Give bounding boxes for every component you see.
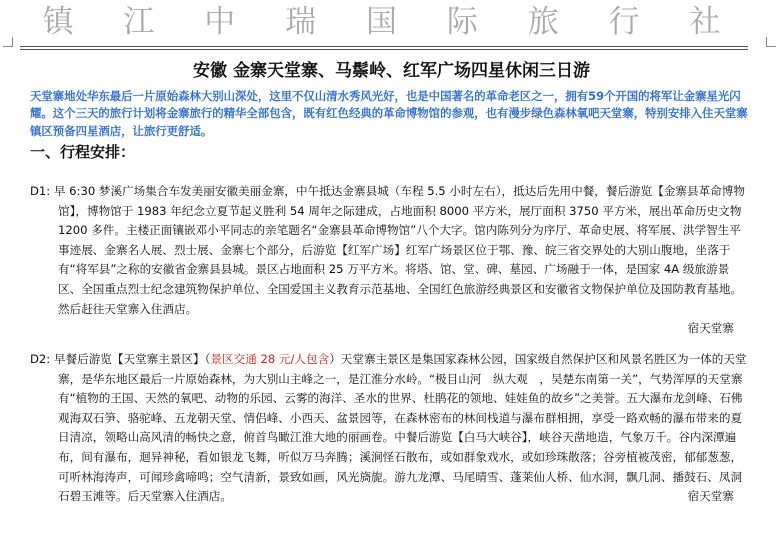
day-2-text <box>30 350 752 507</box>
page-corner-mark-right <box>766 37 776 47</box>
trip-title: 安徽 金寨天堂寨、马鬃岭、红军广场四星休闲三日游 <box>193 61 590 81</box>
day-1-lodging: 宿天堂寨 <box>687 321 734 336</box>
trip-intro: 天堂寨地处华东最后一片原始森林大别山深处，这里不仅山清水秀风光好，也是中国著名的革命老区之一，拥有59个开国的将军让金寨星光闪耀。这个三天的旅行计划将金寨旅行的精华全部包含，既有红色经典的革命博物馆的参观，也有漫步绿色森林氧吧天堂寨，特别安排入住天堂寨镇区预备四星酒店，让旅行更舒适。 <box>30 89 748 138</box>
day-1-description: 早 6:30 梦溪广场集合车发美丽安徽美丽金寨，中午抵达金寨县城（车程 5.5 小时左右），抵达后先用中餐，餐后游览【金寨县革命博物馆】，博物馆于 1983 年纪念立夏节起义胜利 54 周年之际建成，占地面积 8000 平方米，展厅面积 3750 平方米，展出革命历史文物 1200 多件。主楼正面镶嵌邓小平同志的亲笔题名“金寨县革命博物馆”八个大字。馆内陈列分为序厅、革命史展、将军展、洪学智生平事迹展、金寨名人展、烈士展、金寨七个部分，后游览【红军广场】红军广场景区位于鄂、豫、皖三省交界处的大别山腹地，坐落于有“将军县”之称的安徽省金寨县县城。景区占地面积 25 万平方米。将塔、馆、堂、碑、墓园、广场融于一体，是国家 4A 级旅游景区、全国重点烈士纪念建筑物保护单位、全国爱国主义教育示范基地、全国红色旅游经典景区和安徽省文物保护单位及国防教育基地。然后赶往天堂寨入住酒店。 <box>53 184 745 316</box>
day-1-label: D1: <box>30 184 54 198</box>
header-rule-bottom <box>20 49 748 50</box>
day-2-block <box>30 350 752 507</box>
day-2-label: D2: <box>30 352 54 366</box>
day-1-block <box>30 182 752 339</box>
page-corner-mark-left <box>3 37 13 47</box>
day-1-text <box>30 182 752 319</box>
day-2-transport-note: 景区交通 28 元/人包含 <box>210 352 330 366</box>
header-rule-top <box>20 46 748 47</box>
day-2-description-rest: ）天堂寨主景区是集国家森林公园，国家级自然保护区和风景名胜区为一体的天堂寨，是华东地区最后一片原始森林，为大别山主峰之一，是江淮分水岭。“极目山河 纵大观 ，吴楚东南第一关”，气势浑厚的天堂寨有“植物的王国、天然的氧吧、动物的乐园、云雾的海洋、圣水的世界、杜鹃花的领地、娃娃鱼的故乡”之美誉。五大瀑布龙剑峰、石佛观海双石笋、骆驼峰、五龙朝天堂、情侣峰、小西天、盆景园等，在森林密布的林间栈道与瀑布群相拥，享受一路欢畅的瀑布带来的夏日清凉，领略山高风清的畅快之意，俯首鸟瞰江淮大地的丽画卷。中餐后游览【白马大峡谷】，峡谷天凿地造，气象万千。谷内深潭遍布，间有瀑布，迴异神秘，看如银龙飞舞，听似万马奔腾；溪涧怪石散布，或如群象戏水，或如珍珠散落；谷旁植被茂密，郁郁葱葱，可听林海涛声，可闻珍禽啼鸣；空气清新，景致如画，风光旖旎。游九龙潭、马尾晴雪、蓬莱仙人桥、仙水洞，飘几洞、播鼓石、凤洞石碧玉滩等。后天堂寨入住酒店。 <box>58 352 747 504</box>
itinerary-heading: 一、行程安排： <box>30 143 136 161</box>
company-name: 镇 江 中 瑞 国 际 旅 行 社 <box>42 4 741 40</box>
day-2-lodging: 宿天堂寨 <box>687 489 734 504</box>
day-2-description-start: 早餐后游览【天堂寨主景区】（ <box>53 352 211 366</box>
